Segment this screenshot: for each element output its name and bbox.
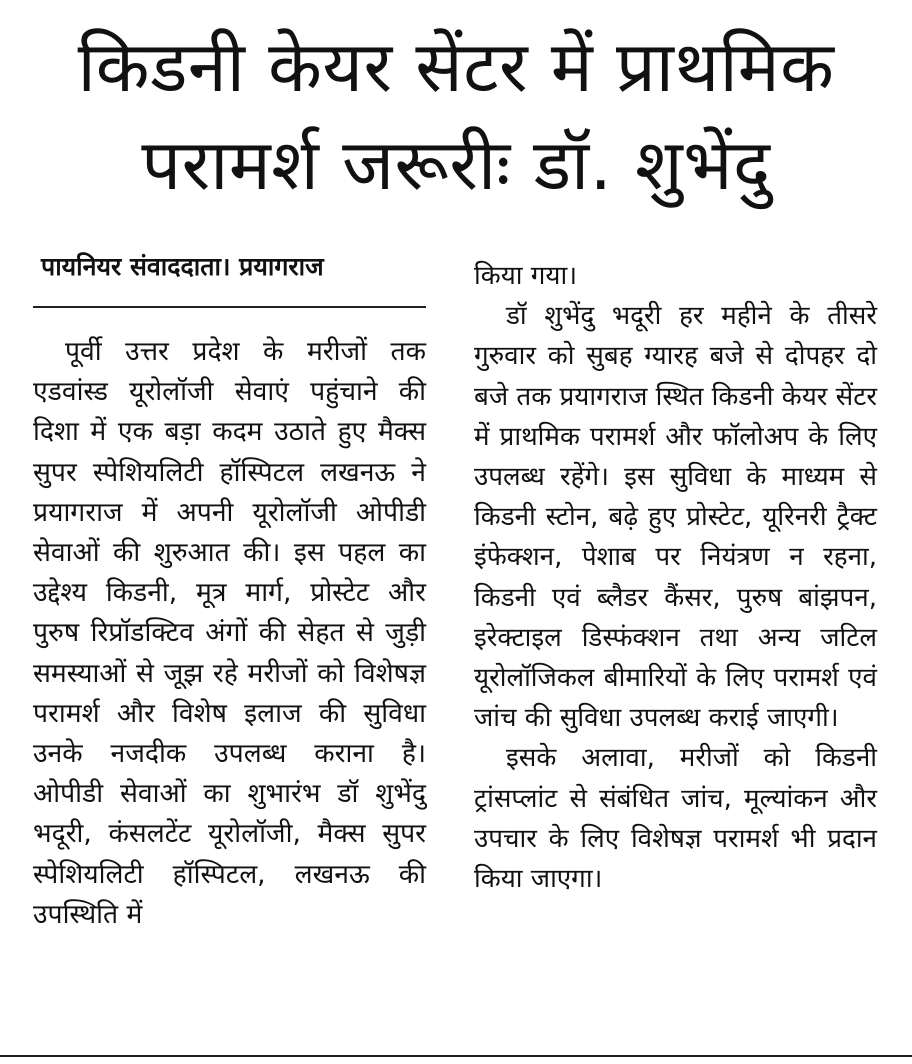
article-paragraph-3: इसके अलावा, मरीजों को किडनी ट्रांसप्लांट से संबंधित जांच, मूल्यांकन और उपचार के लिए विशेषज्ञ परामर्श भी प्रदान किया जाएगा।	[474, 743, 877, 895]
article-paragraph-2: डॉ शुभेंदु भदूरी हर महीने के तीसरे गुरुवार को सुबह ग्यारह बजे से दोपहर दो बजे तक प्रयागराज स्थित किडनी केयर सेंटर में प्राथमिक परामर्श और फॉलोअप के लिए उपलब्ध रहेंगे। इस सुविधा के माध्यम से किडनी स्टोन, बढ़े हुए प्रोस्टेट, यूरिनरी ट्रैक्ट इंफेक्शन, पेशाब पर नियंत्रण न रहना, किडनी एवं ब्लैडर कैंसर, पुरुष बांझपन, इरेक्टाइल डिस्फंक्शन तथा अन्य जटिल यूरोलॉजिकल बीमारियों के लिए परामर्श एवं जांच की सुविधा उपलब्ध कराई जाएगी।	[474, 301, 877, 734]
article-paragraph-1: पूर्वी उत्तर प्रदेश के मरीजों तक एडवांस्ड यूरोलॉजी सेवाएं पहुंचाने की दिशा में एक बड़ा कदम उठाते हुए मैक्स सुपर स्पेशियलिटी हॉस्पिटल लखनऊ ने प्रयागराज में अपनी यूरोलॉजी ओपीडी सेवाओं की शुरुआत की। इस पहल का उद्देश्य किडनी, मूत्र मार्ग, प्रोस्टेट और पुरुष रिप्रॉडक्टिव अंगों की सेहत से जुड़ी समस्याओं से जूझ रहे मरीजों को विशेषज्ञ परामर्श और विशेष इलाज की सुविधा उनके नजदीक उपलब्ध कराना है। ओपीडी सेवाओं का शुभारंभ डॉ शुभेंदु भदूरी, कंसलटेंट यूरोलॉजी, मैक्स सुपर स्पेशियलिटी हॉस्पिटल, लखनऊ की उपस्थिति में	[33, 336, 426, 930]
headline	[0, 18, 912, 214]
left-column	[33, 250, 426, 935]
bottom-divider	[0, 1055, 912, 1057]
byline-divider	[33, 306, 426, 308]
byline: पायनियर संवाददाता। प्रयागराज	[41, 252, 324, 281]
headline-line-2: परामर्श जरूरीः डॉ. शुभेंदु	[141, 124, 771, 206]
article-paragraph-continuation: किया गया।	[474, 261, 578, 291]
headline-line-1: किडनी केयर सेंटर में प्राथमिक	[77, 26, 835, 108]
right-column	[474, 256, 877, 899]
